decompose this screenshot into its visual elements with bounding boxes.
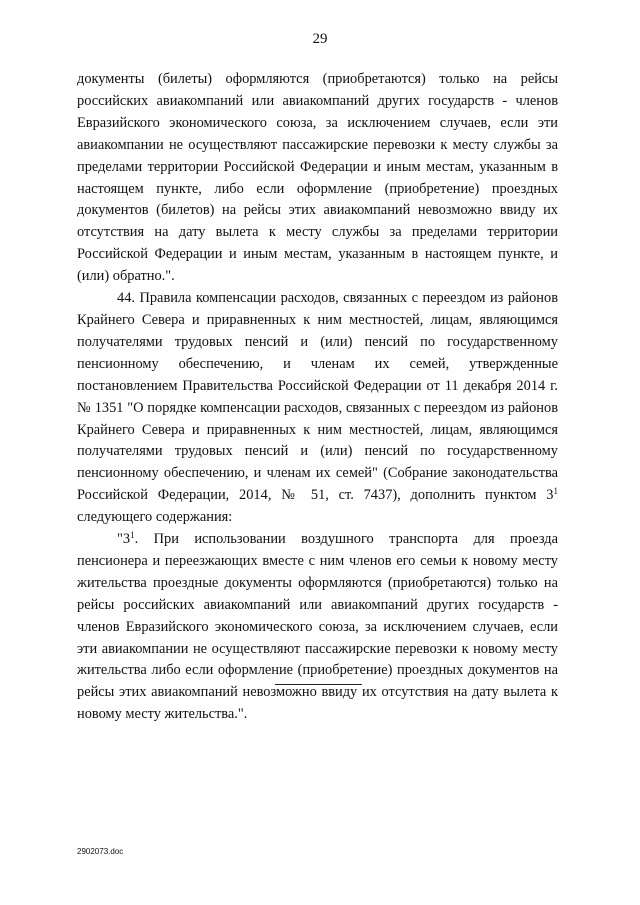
page-number: 29 [312,31,328,47]
paragraph-item-44-text: 44. Правила компенсации расходов, связанных с переездом из районов Крайнего Севера и приравненных к ним местностей, лицам, являющимся получателями трудовых пенсий и (или) пенсий по государственному пенсионному обеспечению, и членам их семей, утвержденные постановлением Правительства Российской Федерации от 11 декабря 2014 г. № 1351 "О порядке компенсации расходов, связанных с переездом из районов Крайнего Севера и приравненных к ним местностей, лицам, являющимся получателями трудовых пенсий и (или) пенсий по государственному пенсионному обеспечению, и членам их семей" (Собрание законодательства Российской Федерации, 2014, № 51, ст. 7437), дополнить пунктом 3 [77,290,558,504]
paragraph-continuation: документы (билеты) оформляются (приобретаются) только на рейсы российских авиакомпаний или авиакомпаний других государств - членов Евразийского экономического союза, за исключением случаев, если эти авиакомпании не осуществляют пассажирские перевозки к месту службы за пределами территории Российской Федерации и иным местам, указанным в настоящем пункте, либо если оформление (приобретение) проездных документов (билетов) на рейсы этих авиакомпаний невозможно ввиду их отсутствия на дату вылета к месту службы за пределами территории Российской Федерации и иным местам, указанным в настоящем пункте, и (или) обратно.". [77,71,558,285]
paragraph-item-44 [77,288,558,529]
paragraph-item-3-1-text: . При использовании воздушного транспорта для проезда пенсионера и переезжающих вместе с ним членов его семьи к новому месту жительства проездные документы оформляются (приобретаются) только на рейсы российских авиакомпаний или авиакомпаний других государств - членов Евразийского экономического союза, за исключением случаев, если эти авиакомпании не осуществляют пассажирские перевозки к новому месту жительства либо если оформление (приобретение) проездных документов на рейсы этих авиакомпаний невозможно ввиду их отсутствия на дату вылета к новому месту жительства.". [77,531,558,723]
end-divider-line [275,684,362,685]
superscript-marker: 1 [130,530,135,541]
paragraph-item-3-1 [77,529,558,726]
paragraph-item-44-tail: следующего содержания: [77,509,233,526]
superscript-marker: 1 [553,486,558,497]
paragraph-item-3-1-lead: "3 [117,531,131,548]
footer-filename: 2902073.doc [77,847,124,856]
document-body [77,69,558,726]
